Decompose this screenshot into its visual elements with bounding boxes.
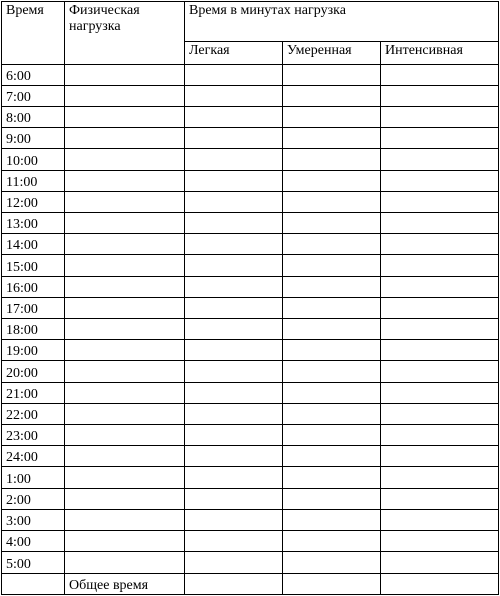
activity-cell[interactable]: [65, 552, 185, 573]
hour-label: 4:00: [2, 531, 65, 552]
light-cell[interactable]: [185, 425, 283, 446]
activity-cell[interactable]: [65, 467, 185, 488]
total-light-cell[interactable]: [185, 573, 283, 595]
hour-label: 6:00: [2, 64, 65, 85]
intense-cell[interactable]: [381, 149, 499, 170]
intense-cell[interactable]: [381, 552, 499, 573]
hour-row: [2, 191, 499, 212]
light-cell[interactable]: [185, 107, 283, 128]
hour-row: [2, 170, 499, 191]
total-row: [2, 573, 499, 595]
intense-cell[interactable]: [381, 234, 499, 255]
intense-cell[interactable]: [381, 213, 499, 234]
hour-label: 17:00: [2, 297, 65, 318]
activity-cell[interactable]: [65, 403, 185, 424]
intense-cell[interactable]: [381, 425, 499, 446]
header-light: Легкая: [185, 42, 283, 64]
intense-cell[interactable]: [381, 170, 499, 191]
activity-cell[interactable]: [65, 488, 185, 509]
intense-cell[interactable]: [381, 128, 499, 149]
light-cell[interactable]: [185, 213, 283, 234]
light-cell[interactable]: [185, 488, 283, 509]
moderate-cell[interactable]: [283, 509, 381, 530]
hour-row: [2, 107, 499, 128]
light-cell[interactable]: [185, 234, 283, 255]
activity-cell[interactable]: [65, 255, 185, 276]
hour-label: 8:00: [2, 107, 65, 128]
intense-cell[interactable]: [381, 382, 499, 403]
hour-label: 2:00: [2, 488, 65, 509]
moderate-cell[interactable]: [283, 425, 381, 446]
moderate-cell[interactable]: [283, 85, 381, 106]
intense-cell[interactable]: [381, 403, 499, 424]
light-cell[interactable]: [185, 170, 283, 191]
activity-cell[interactable]: [65, 149, 185, 170]
header-minutes: Время в минутах нагрузка: [185, 2, 499, 42]
hour-label: 14:00: [2, 234, 65, 255]
moderate-cell[interactable]: [283, 107, 381, 128]
header-row: [2, 2, 499, 42]
activity-cell[interactable]: [65, 446, 185, 467]
moderate-cell[interactable]: [283, 149, 381, 170]
light-cell[interactable]: [185, 403, 283, 424]
intense-cell[interactable]: [381, 531, 499, 552]
moderate-cell[interactable]: [283, 319, 381, 340]
activity-cell[interactable]: [65, 170, 185, 191]
hour-row: [2, 425, 499, 446]
hour-row: [2, 213, 499, 234]
moderate-cell[interactable]: [283, 361, 381, 382]
hour-row: [2, 297, 499, 318]
activity-cell[interactable]: [65, 319, 185, 340]
light-cell[interactable]: [185, 340, 283, 361]
header-intense: Интенсивная: [381, 42, 499, 64]
hour-row: [2, 467, 499, 488]
moderate-cell[interactable]: [283, 170, 381, 191]
hour-row: [2, 403, 499, 424]
moderate-cell[interactable]: [283, 297, 381, 318]
hour-row: [2, 234, 499, 255]
light-cell[interactable]: [185, 64, 283, 85]
moderate-cell[interactable]: [283, 552, 381, 573]
header-moderate: Умеренная: [283, 42, 381, 64]
activity-cell[interactable]: [65, 107, 185, 128]
intense-cell[interactable]: [381, 191, 499, 212]
hour-row: [2, 85, 499, 106]
header-time: Время: [2, 2, 65, 65]
intense-cell[interactable]: [381, 340, 499, 361]
activity-cell[interactable]: [65, 531, 185, 552]
activity-cell[interactable]: [65, 340, 185, 361]
hour-row: [2, 149, 499, 170]
hour-label: 20:00: [2, 361, 65, 382]
hour-row: [2, 382, 499, 403]
activity-cell[interactable]: [65, 297, 185, 318]
hour-label: 7:00: [2, 85, 65, 106]
intense-cell[interactable]: [381, 85, 499, 106]
hour-row: [2, 361, 499, 382]
activity-log-sheet: [1, 1, 498, 595]
hour-row: [2, 276, 499, 297]
hour-label: 13:00: [2, 213, 65, 234]
moderate-cell[interactable]: [283, 488, 381, 509]
total-moderate-cell[interactable]: [283, 573, 381, 595]
hour-label: 15:00: [2, 255, 65, 276]
hour-row: [2, 488, 499, 509]
moderate-cell[interactable]: [283, 255, 381, 276]
light-cell[interactable]: [185, 361, 283, 382]
hour-label: 19:00: [2, 340, 65, 361]
moderate-cell[interactable]: [283, 234, 381, 255]
hour-label: 9:00: [2, 128, 65, 149]
light-cell[interactable]: [185, 297, 283, 318]
intense-cell[interactable]: [381, 255, 499, 276]
hour-label: 24:00: [2, 446, 65, 467]
moderate-cell[interactable]: [283, 382, 381, 403]
activity-cell[interactable]: [65, 64, 185, 85]
intense-cell[interactable]: [381, 276, 499, 297]
hour-label: 11:00: [2, 170, 65, 191]
light-cell[interactable]: [185, 531, 283, 552]
moderate-cell[interactable]: [283, 64, 381, 85]
light-cell[interactable]: [185, 276, 283, 297]
intense-cell[interactable]: [381, 446, 499, 467]
total-empty-cell: [2, 573, 65, 595]
hour-label: 5:00: [2, 552, 65, 573]
light-cell[interactable]: [185, 509, 283, 530]
hour-label: 10:00: [2, 149, 65, 170]
hour-row: [2, 319, 499, 340]
activity-cell[interactable]: [65, 425, 185, 446]
intense-cell[interactable]: [381, 361, 499, 382]
moderate-cell[interactable]: [283, 128, 381, 149]
hour-label: 3:00: [2, 509, 65, 530]
intense-cell[interactable]: [381, 107, 499, 128]
hour-label: 23:00: [2, 425, 65, 446]
hour-label: 16:00: [2, 276, 65, 297]
intense-cell[interactable]: [381, 488, 499, 509]
moderate-cell[interactable]: [283, 446, 381, 467]
intense-cell[interactable]: [381, 467, 499, 488]
moderate-cell[interactable]: [283, 213, 381, 234]
moderate-cell[interactable]: [283, 276, 381, 297]
activity-cell[interactable]: [65, 85, 185, 106]
moderate-cell[interactable]: [283, 340, 381, 361]
total-intense-cell[interactable]: [381, 573, 499, 595]
activity-cell[interactable]: [65, 128, 185, 149]
hour-row: [2, 509, 499, 530]
intense-cell[interactable]: [381, 509, 499, 530]
hour-row: [2, 531, 499, 552]
light-cell[interactable]: [185, 191, 283, 212]
light-cell[interactable]: [185, 85, 283, 106]
intense-cell[interactable]: [381, 319, 499, 340]
light-cell[interactable]: [185, 552, 283, 573]
hour-label: 1:00: [2, 467, 65, 488]
hour-row: [2, 64, 499, 85]
total-label: Общее время: [65, 573, 185, 595]
activity-cell[interactable]: [65, 361, 185, 382]
header-activity: Физическая нагрузка: [65, 2, 185, 65]
hour-label: 18:00: [2, 319, 65, 340]
light-cell[interactable]: [185, 467, 283, 488]
moderate-cell[interactable]: [283, 403, 381, 424]
hour-row: [2, 340, 499, 361]
hour-label: 21:00: [2, 382, 65, 403]
moderate-cell[interactable]: [283, 191, 381, 212]
activity-cell[interactable]: [65, 191, 185, 212]
light-cell[interactable]: [185, 382, 283, 403]
hour-row: [2, 552, 499, 573]
light-cell[interactable]: [185, 446, 283, 467]
intense-cell[interactable]: [381, 297, 499, 318]
activity-cell[interactable]: [65, 276, 185, 297]
moderate-cell[interactable]: [283, 531, 381, 552]
intense-cell[interactable]: [381, 64, 499, 85]
hour-label: 22:00: [2, 403, 65, 424]
activity-cell[interactable]: [65, 382, 185, 403]
hour-label: 12:00: [2, 191, 65, 212]
moderate-cell[interactable]: [283, 467, 381, 488]
hour-row: [2, 255, 499, 276]
light-cell[interactable]: [185, 149, 283, 170]
light-cell[interactable]: [185, 319, 283, 340]
activity-cell[interactable]: [65, 509, 185, 530]
light-cell[interactable]: [185, 128, 283, 149]
hour-row: [2, 128, 499, 149]
activity-log-table: [1, 1, 499, 595]
light-cell[interactable]: [185, 255, 283, 276]
activity-cell[interactable]: [65, 234, 185, 255]
hour-row: [2, 446, 499, 467]
activity-cell[interactable]: [65, 213, 185, 234]
